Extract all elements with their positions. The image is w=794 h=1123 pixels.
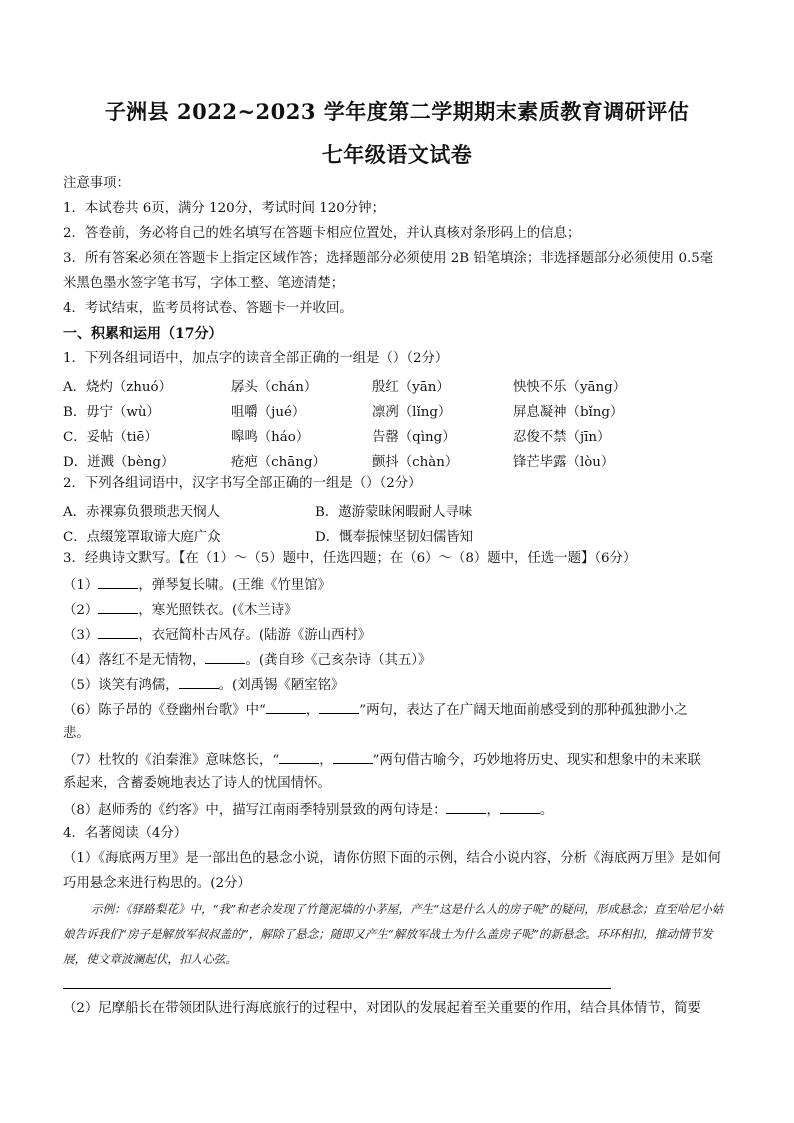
q1-option: 告罄（qìng） bbox=[372, 430, 456, 445]
q3-item-text: ， bbox=[319, 753, 333, 768]
q1-option: 嗥鸣（háo） bbox=[231, 430, 310, 445]
q1-option: 锋芒毕露（lòu） bbox=[513, 455, 615, 470]
answer-blank[interactable] bbox=[446, 801, 486, 814]
notice-item: 4．考试结束，监考员将试卷、答题卡一并收回。 bbox=[63, 301, 353, 316]
q3-item-text: （5）谈笑有鸿儒， bbox=[63, 678, 179, 693]
q3-item-text: ”两句，表达了在广阔天地面前感受到的那种孤独渺小之 bbox=[359, 703, 688, 718]
q4-sub1-cont: 巧用悬念来进行构思的。(2分） bbox=[63, 876, 251, 891]
q3-item-text: ，寒光照铁衣。(《木兰诗》 bbox=[138, 603, 298, 618]
q1-option: 孱头（chán） bbox=[231, 380, 318, 395]
answer-blank[interactable] bbox=[179, 676, 219, 689]
q4-stem: 4．名著阅读（4分） bbox=[63, 826, 188, 841]
q3-item-1 bbox=[63, 576, 331, 594]
q1-option: B．毋宁（wù） bbox=[63, 405, 160, 420]
divider-line bbox=[63, 988, 611, 989]
answer-blank[interactable] bbox=[98, 601, 138, 614]
section-heading: 一、积累和运用（17分） bbox=[63, 326, 223, 342]
answer-blank[interactable] bbox=[319, 701, 359, 714]
q3-item-text: （8）赵师秀的《约客》中，描写江南雨季特别景致的两句诗是： bbox=[63, 803, 447, 818]
notice-item: 3．所有答案必须在答题卡上指定区域作答；选择题部分必须使用 2B 铅笔填涂；非选择题部分必须使用 0.5毫 bbox=[63, 251, 714, 266]
q3-item-8 bbox=[63, 801, 553, 819]
q1-option: 疮疤（chāng） bbox=[231, 455, 326, 470]
q3-item-text: （6）陈子昂的《登幽州台歌》中“ bbox=[63, 703, 266, 718]
q1-option: 咀嚼（jué） bbox=[231, 405, 306, 420]
q1-option: D．迸溅（bèng） bbox=[63, 455, 175, 470]
q3-item-6 bbox=[63, 701, 687, 719]
notice-item: 米黑色墨水签字笔书写，字体工整、笔迹清楚； bbox=[63, 276, 345, 291]
q3-item-4 bbox=[63, 651, 431, 669]
q3-item-text: 。(龚自珍《己亥杂诗（其五）》 bbox=[245, 653, 432, 668]
q2-option: C．点缀笼罩取谛大庭广众 bbox=[63, 530, 221, 545]
q1-option: 凛冽（lǐng） bbox=[372, 405, 452, 420]
notice-heading: 注意事项： bbox=[63, 176, 130, 191]
answer-blank[interactable] bbox=[266, 701, 306, 714]
q1-option: 怏怏不乐（yāng） bbox=[513, 380, 627, 395]
answer-blank[interactable] bbox=[333, 751, 373, 764]
q3-item-text: ，弹琴复长啸。(王维《竹里馆》 bbox=[138, 578, 332, 593]
answer-blank[interactable] bbox=[98, 626, 138, 639]
q3-item-label: （3） bbox=[63, 628, 99, 643]
q3-item-text: ， bbox=[486, 803, 500, 818]
q1-option: A．烧灼（zhuó） bbox=[63, 380, 172, 395]
answer-blank[interactable] bbox=[279, 751, 319, 764]
q1-option: 颤抖（chàn） bbox=[372, 455, 459, 470]
q3-item-5 bbox=[63, 676, 344, 694]
q1-stem: 1．下列各组词语中，加点字的读音全部正确的一组是（）（2分） bbox=[63, 351, 449, 366]
notice-item: 1．本试卷共 6页，满分 120分，考试时间 120分钟； bbox=[63, 201, 385, 216]
q3-item-text: ”两句借古喻今，巧妙地将历史、现实和想象中的未来联 bbox=[372, 753, 701, 768]
q1-option: 殷红（yān） bbox=[372, 380, 450, 395]
q2-option: D．慨奉振悚坚韧妇儒皆知 bbox=[315, 530, 474, 545]
q1-option: 屏息凝神（bǐng） bbox=[513, 405, 624, 420]
q3-item-label: （2） bbox=[63, 603, 99, 618]
q3-item-2 bbox=[63, 601, 298, 619]
q1-option: C．妥帖（tiē） bbox=[63, 430, 158, 445]
q2-option: B．遨游蒙昧闲暇耐人寻味 bbox=[315, 505, 473, 520]
q3-item-text: （7）杜牧的《泊秦淮》意味悠长，“ bbox=[63, 753, 280, 768]
answer-blank[interactable] bbox=[98, 576, 138, 589]
q3-item-text: ，衣冠简朴古风存。(陆游《游山西村》 bbox=[138, 628, 372, 643]
q2-stem: 2．下列各组词语中，汉字书写全部正确的一组是（）（2分） bbox=[63, 476, 422, 491]
q3-item-3 bbox=[63, 626, 371, 644]
q3-item-7 bbox=[63, 751, 701, 769]
q3-item-text: （4）落红不是无情物， bbox=[63, 653, 206, 668]
example-paragraph: 示例：《驿路梨花》中，“我”和老余发现了竹篦泥墙的小茅屋，产生“这是什么人的房子呢”的疑问，形成悬念；直至哈尼小姑娘告诉我们“房子是解放军叔叔盖的”，解除了悬念；随即又产生“解放军战士为什么盖房子呢”的新悬念。环环相扣，推动情节发展，使文章波澜起伏，扣人心弦。 bbox=[63, 902, 724, 966]
answer-blank[interactable] bbox=[500, 801, 540, 814]
q3-item-label: （1） bbox=[63, 578, 99, 593]
q3-item-text: 。(刘禹锡《陋室铭》 bbox=[218, 678, 345, 693]
exam-subtitle: 七年级语文试卷 bbox=[321, 142, 473, 167]
q3-item-7-cont: 系起来，含蓄委婉地表达了诗人的忧国情怀。 bbox=[63, 776, 331, 791]
q3-item-text: ， bbox=[305, 703, 320, 718]
q2-option: A．赤裸寡负猥琐悲天悯人 bbox=[63, 505, 220, 520]
q3-item-text: 。 bbox=[539, 803, 554, 818]
answer-blank[interactable] bbox=[205, 651, 245, 664]
q4-sub2: （2）尼摩船长在带领团队进行海底旅行的过程中，对团队的发展起着至关重要的作用，结合具体情节，简要 bbox=[63, 1001, 701, 1016]
notice-item: 2．答卷前，务必将自己的姓名填写在答题卡相应位置处，并认真核对条形码上的信息； bbox=[63, 226, 581, 241]
q1-option: 忍俊不禁（jīn） bbox=[513, 430, 611, 445]
exam-title: 子洲县 2022~2023 学年度第二学期期末素质教育调研评估 bbox=[104, 99, 690, 124]
q3-item-6-cont: 悲。 bbox=[63, 726, 90, 741]
q4-sub1: （1）《海底两万里》是一部出色的悬念小说，请你仿照下面的示例，结合小说内容，分析《海底两万里》是如何 bbox=[63, 851, 721, 866]
q3-stem: 3．经典诗文默写。【在（1）～（5）题中，任选四题；在（6）～（8）题中，任选一题】（6分） bbox=[63, 551, 637, 566]
